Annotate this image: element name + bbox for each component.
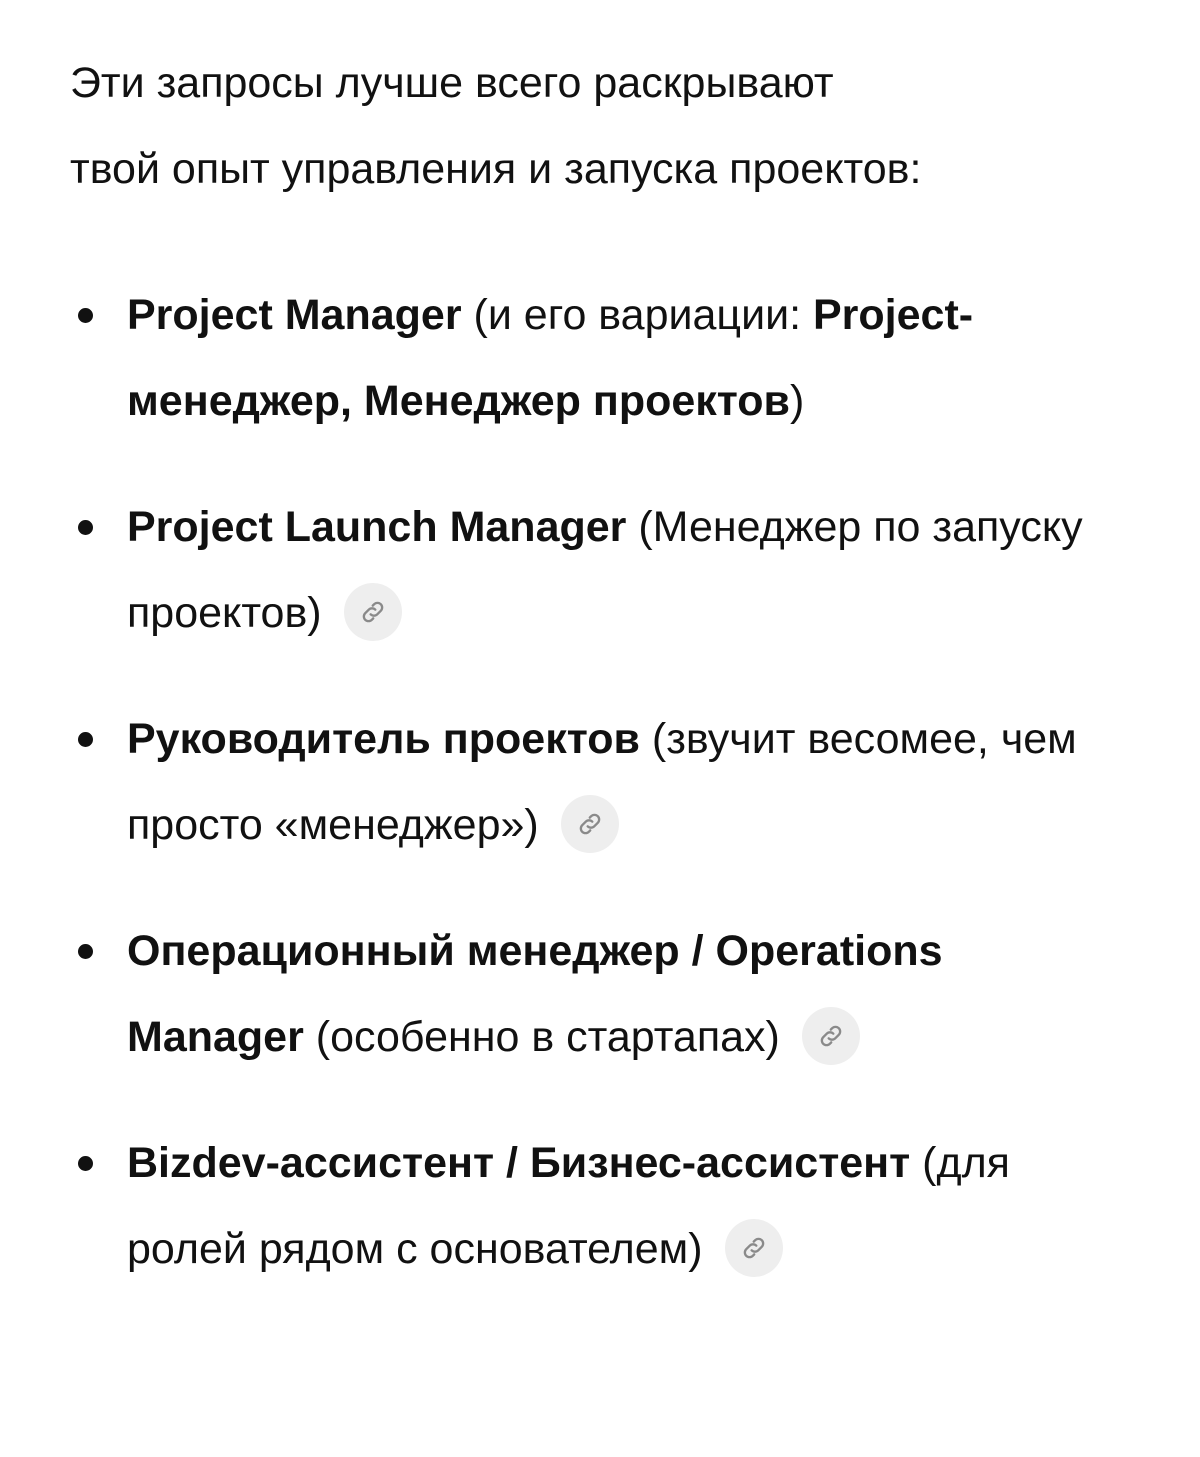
item-term-variants: Project-менеджер, Менеджер проектов xyxy=(127,291,974,425)
item-description: (Менеджер по запуску проектов) xyxy=(127,503,1083,637)
item-description: (и его вариации: xyxy=(461,291,813,339)
link-icon xyxy=(817,1022,845,1050)
role-list xyxy=(70,272,1130,1292)
item-description: (для ролей рядом с основателем) xyxy=(127,1139,1010,1273)
item-term: Bizdev-ассистент / Бизнес-ассистент xyxy=(127,1139,911,1187)
bullet-icon xyxy=(78,1156,93,1171)
link-icon xyxy=(359,598,387,626)
list-item xyxy=(70,1120,1130,1292)
intro-line-2: твой опыт управления и запуска проектов: xyxy=(70,145,922,193)
bullet-icon xyxy=(78,944,93,959)
list-item xyxy=(70,272,1130,444)
source-link-button[interactable] xyxy=(802,1007,860,1065)
source-link-button[interactable] xyxy=(344,583,402,641)
item-term: Операционный менеджер / Operations Manager xyxy=(127,927,943,1061)
item-description-close: ) xyxy=(790,377,805,425)
item-description: (звучит весомее, чем просто «менеджер») xyxy=(127,715,1077,849)
list-item xyxy=(70,484,1130,656)
bullet-icon xyxy=(78,308,93,323)
item-description: (особенно в стартапах) xyxy=(303,1013,780,1061)
intro-line-1: Эти запросы лучше всего раскрывают xyxy=(70,59,834,107)
item-term: Руководитель проектов xyxy=(127,715,640,763)
link-icon xyxy=(740,1234,768,1262)
item-term: Project Manager xyxy=(127,291,462,339)
source-link-button[interactable] xyxy=(561,795,619,853)
item-term: Project Launch Manager xyxy=(127,503,627,551)
bullet-icon xyxy=(78,732,93,747)
link-icon xyxy=(576,810,604,838)
bullet-icon xyxy=(78,520,93,535)
list-item xyxy=(70,908,1130,1080)
list-item xyxy=(70,696,1130,868)
intro-text xyxy=(70,40,1130,212)
source-link-button[interactable] xyxy=(725,1219,783,1277)
